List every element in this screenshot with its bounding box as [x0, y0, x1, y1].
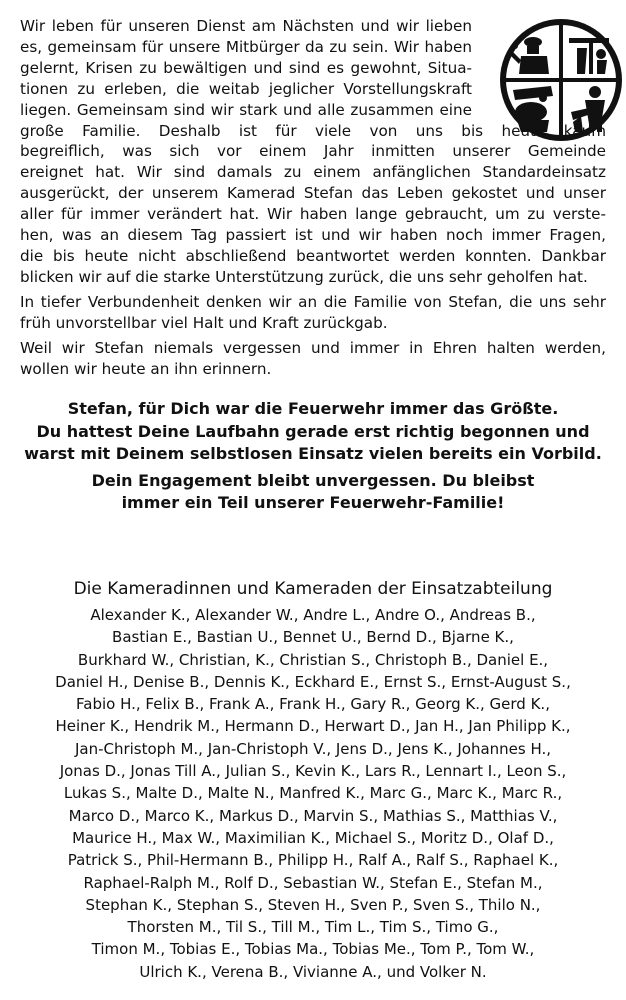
text-line: wollen wir heute an ihn erinnern. — [20, 359, 272, 378]
text-line: Alexander K., Alexander W., Andre L., Andre O., Andreas B., — [90, 606, 536, 624]
text-line: Stefan, für Dich war die Feuerwehr immer das Größte. — [67, 399, 559, 418]
text-line: hen, was an diesem Tag passiert ist und wir haben noch immer Fragen, — [20, 226, 606, 245]
text-line: Wir leben für unseren Dienst am Nächsten und wir lieben — [20, 17, 472, 35]
text-line: früh unvorstellbar viel Halt und Kraft zurückgab. — [20, 313, 388, 332]
text-line: Timon M., Tobias E., Tobias Ma., Tobias Me., Tom P., Tom W., — [91, 940, 535, 959]
text-line: gelernt, Krisen zu bewältigen und sind es gewohnt, Situa- — [20, 58, 472, 77]
text-line: aller für immer verändert hat. Wir haben lange gebraucht, um zu verste- — [20, 205, 606, 224]
text-line: Patrick S., Phil-Hermann B., Philipp H., Ralf A., Ralf S., Raphael K., — [67, 851, 559, 870]
text-line: Maurice H., Max W., Maximilian K., Michael S., Moritz D., Olaf D., — [72, 828, 554, 847]
text-line: In tiefer Verbundenheit denken wir an die Familie von Stefan, die uns sehr — [20, 292, 606, 311]
text-line: Stephan K., Stephan S., Steven H., Sven P., Sven S., Thilo N., — [85, 895, 541, 914]
text-line: blicken wir auf die starke Unterstützung zurück, die uns sehr geholfen hat. — [20, 267, 588, 286]
text-line: es, gemeinsam für unsere Mitbürger da zu sein. Wir haben — [20, 37, 472, 56]
intro-paragraph-1 — [20, 16, 606, 288]
text-line: Bastian E., Bastian U., Bennet U., Bernd D., Bjarne K., — [112, 628, 514, 647]
text-line: Daniel H., Denise B., Dennis K., Eckhard E., Ernst S., Ernst-August S., — [55, 672, 571, 691]
text-line: immer ein Teil unserer Feuerwehr-Familie! — [121, 493, 505, 513]
names-list — [20, 604, 606, 983]
text-line: Fabio H., Felix B., Frank A., Frank H., Gary R., Georg K., Gerd K., — [76, 695, 550, 714]
signoff-line: Die Kameradinnen und Kameraden der Einsatzabteilung — [73, 579, 553, 599]
text-line: begreiflich, was sich vor einem Jahr inmitten unserer Gemeinde — [20, 142, 606, 161]
intro-paragraph-2 — [20, 292, 606, 334]
intro-paragraph-3 — [20, 338, 606, 380]
text-line: Weil wir Stefan niemals vergessen und immer in Ehren halten werden, — [20, 338, 606, 357]
text-line: warst mit Deinem selbstlosen Einsatz vielen bereits ein Vorbild. — [24, 444, 602, 464]
text-line: Du hattest Deine Laufbahn gerade erst richtig begonnen und — [36, 421, 590, 441]
text-line: ereignet hat. Wir sind damals zu einem anfänglichen Standardeinsatz — [20, 163, 606, 182]
text-line: ausgerückt, der unserem Kamerad Stefan das Leben gekostet und unser — [20, 184, 606, 203]
text-line: Jonas D., Jonas Till A., Julian S., Kevin K., Lars R., Lennart I., Leon S., — [59, 762, 567, 781]
text-line: liegen. Gemeinsam sind wir stark und alle zusammen eine — [20, 100, 472, 119]
intro-text — [20, 16, 606, 379]
text-line: tionen zu erleben, die weitab jeglicher Vorstellungskraft — [20, 79, 472, 98]
text-line: Marco D., Marco K., Markus D., Marvin S., Mathias S., Matthias V., — [68, 806, 558, 825]
text-line: Jan-Christoph M., Jan-Christoph V., Jens D., Jens K., Johannes H., — [74, 739, 552, 758]
text-line: die bis heute nicht abschließend beantwortet werden konnten. Dankbar — [20, 246, 606, 265]
text-line: große Familie. Deshalb ist für viele von uns bis heute kaum — [20, 121, 606, 140]
tribute-text — [20, 398, 606, 515]
text-line: Heiner K., Hendrik M., Hermann D., Herwart D., Jan H., Jan Philipp K., — [55, 717, 571, 736]
text-line: Dein Engagement bleibt unvergessen. Du bleibst — [91, 470, 535, 490]
text-line: Ulrich K., Verena B., Vivianne A., und Volker N. — [139, 962, 487, 981]
text-line: Burkhard W., Christian, K., Christian S., Christoph B., Daniel E., — [77, 650, 549, 669]
tribute-paragraph-1 — [20, 398, 606, 466]
text-line: Thorsten M., Til S., Till M., Tim L., Tim S., Timo G., — [127, 918, 499, 937]
text-line: Lukas S., Malte D., Malte N., Manfred K., Marc G., Marc K., Marc R., — [63, 784, 563, 803]
text-line: Raphael-Ralph M., Rolf D., Sebastian W., Stefan E., Stefan M., — [83, 873, 543, 892]
tribute-paragraph-2 — [20, 470, 606, 515]
